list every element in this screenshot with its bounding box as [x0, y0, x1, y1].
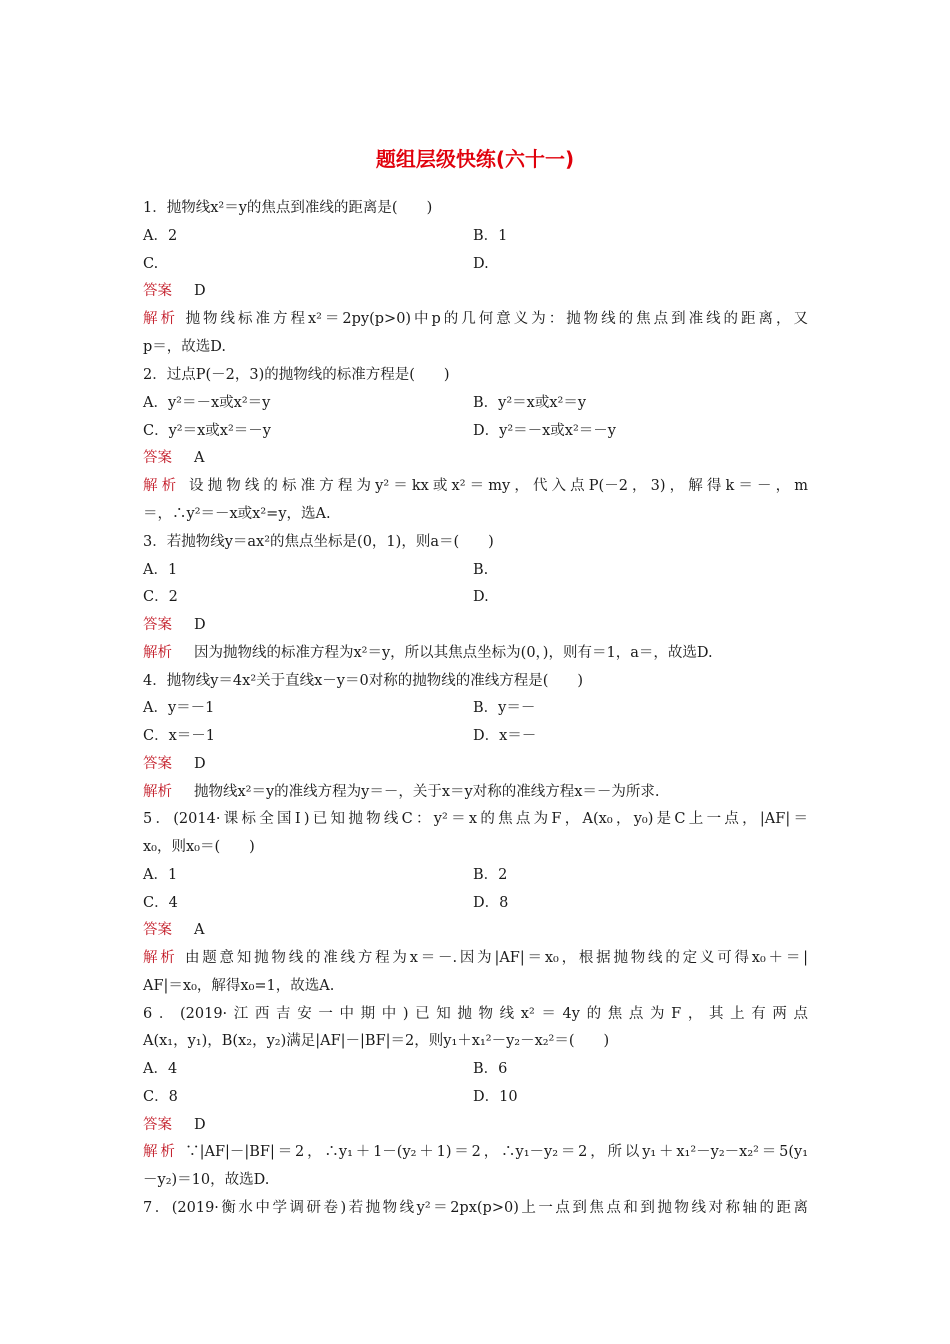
- answer-tag: 答案: [143, 450, 172, 466]
- q2-option-c: C．y²＝x或x²＝－y: [143, 423, 271, 439]
- q1-analysis-line-1: [143, 305, 808, 333]
- q2-stem: 2．过点P(－2，3)的抛物线的标准方程是( ): [143, 367, 450, 383]
- q4-stem: 4．抛物线y＝4x²关于直线x－y＝0对称的抛物线的准线方程是( ): [143, 673, 584, 689]
- answer-tag: 答案: [143, 922, 172, 938]
- q4-analysis-line-1: [143, 778, 808, 806]
- analysis-tag: 解析: [143, 1144, 178, 1160]
- q6-stem-2: A(x₁，y₁)，B(x₂，y₂)满足|AF|－|BF|＝2，则y₁＋x₁²－y₂－x₂²＝( ): [143, 1033, 610, 1049]
- analysis-tag: 解析: [143, 645, 172, 661]
- q1-option-a: A．2: [143, 228, 178, 244]
- q5-option-b: B．2: [473, 867, 508, 883]
- q6-analysis-2: －y₂)＝10，故选D.: [143, 1172, 270, 1188]
- q1-analysis-2: p＝，故选D.: [143, 339, 226, 355]
- q3-option-c: C．2: [143, 589, 178, 605]
- q6-option-a: A．4: [143, 1061, 178, 1077]
- q3-stem: 3．若抛物线y＝ax²的焦点坐标是(0，1)，则a＝( ): [143, 534, 494, 550]
- q6-option-c: C．8: [143, 1089, 178, 1105]
- q1-stem: 1．抛物线x²＝y的焦点到准线的距离是( ): [143, 200, 433, 216]
- q3-answer: D: [194, 617, 206, 633]
- q4-option-a: A．y＝－1: [143, 700, 215, 716]
- q5-answer-line: [143, 916, 808, 944]
- q1-option-b: B．1: [473, 228, 508, 244]
- q5-analysis-2: AF|＝x₀，解得x₀=1，故选A.: [143, 978, 335, 994]
- q1-answer-line: [143, 277, 808, 305]
- q4-option-c: C．x＝－1: [143, 728, 215, 744]
- q2-option-d: D．y²＝－x或x²＝－y: [473, 423, 616, 439]
- answer-tag: 答案: [143, 617, 172, 633]
- q4-answer-line: [143, 750, 808, 778]
- q6-option-b: B．6: [473, 1061, 508, 1077]
- q3-analysis-line-1: [143, 639, 808, 667]
- q5-option-a: A．1: [143, 867, 178, 883]
- q4-analysis-1: 抛物线x²＝y的准线方程为y＝－，关于x＝y对称的准线方程x＝－为所求.: [194, 784, 660, 800]
- answer-tag: 答案: [143, 283, 172, 299]
- q7-stem-1: 7．(2019·衡水中学调研卷)若抛物线y²＝2px(p>0)上一点到焦点和到抛物线对称轴的距离: [143, 1200, 808, 1216]
- analysis-tag: 解析: [143, 478, 181, 494]
- q3-analysis-1: 因为抛物线的标准方程为x²＝y，所以其焦点坐标为(0，)，则有＝1，a＝，故选D.: [194, 645, 713, 661]
- q2-analysis-1: 设抛物线的标准方程为y²＝kx或x²＝my，代入点P(－2，3)，解得k＝－，m: [188, 478, 808, 494]
- q3-option-a: A．1: [143, 562, 178, 578]
- q2-answer: A: [194, 450, 205, 466]
- q3-option-b: B.: [473, 562, 489, 578]
- q1-option-c: C.: [143, 256, 159, 272]
- q6-answer: D: [194, 1117, 206, 1133]
- q1-option-d: D.: [473, 256, 489, 272]
- answer-tag: 答案: [143, 756, 172, 772]
- q3-option-d: D.: [473, 589, 489, 605]
- q2-option-b: B．y²＝x或x²＝y: [473, 395, 587, 411]
- q6-answer-line: [143, 1111, 808, 1139]
- q4-answer: D: [194, 756, 206, 772]
- q6-stem-1: 6．(2019·江西吉安一中期中)已知抛物线x²＝4y的焦点为F，其上有两点: [143, 1006, 808, 1022]
- q6-analysis-line-1: [143, 1138, 808, 1166]
- analysis-tag: 解析: [143, 784, 172, 800]
- q5-answer: A: [194, 922, 205, 938]
- q6-option-d: D．10: [473, 1089, 518, 1105]
- q1-answer: D: [194, 283, 206, 299]
- q4-option-b: B．y＝－: [473, 700, 536, 716]
- answer-tag: 答案: [143, 1117, 172, 1133]
- q2-analysis-2: ＝，∴y²＝－x或x²=y，选A.: [143, 506, 331, 522]
- q5-stem-1: 5．(2014·课标全国Ⅰ)已知抛物线C：y²＝x的焦点为F，A(x₀，y₀)是C上一点，|AF|＝: [143, 811, 808, 827]
- q5-analysis-1: 由题意知抛物线的准线方程为x＝－.因为|AF|＝x₀，根据抛物线的定义可得x₀＋＝|: [184, 950, 809, 966]
- q5-analysis-line-1: [143, 944, 808, 972]
- q3-answer-line: [143, 611, 808, 639]
- analysis-tag: 解析: [143, 950, 178, 966]
- q2-answer-line: [143, 444, 808, 472]
- q5-option-c: C．4: [143, 895, 178, 911]
- page-title: 题组层级快练(六十一): [375, 147, 575, 171]
- q5-option-d: D．8: [473, 895, 509, 911]
- q2-option-a: A．y²＝－x或x²＝y: [143, 395, 271, 411]
- analysis-tag: 解析: [143, 311, 178, 327]
- q2-analysis-line-1: [143, 472, 808, 500]
- q5-stem-2: x₀，则x₀＝( ): [143, 839, 255, 855]
- q4-option-d: D．x＝－: [473, 728, 537, 744]
- q6-analysis-1: ∵|AF|－|BF|＝2，∴y₁＋1－(y₂＋1)＝2，∴y₁－y₂＝2，所以y₁＋x₁²－y₂－x₂²＝5(y₁: [185, 1144, 809, 1160]
- q1-analysis-1: 抛物线标准方程x²＝2py(p>0)中p的几何意义为：抛物线的焦点到准线的距离，又: [185, 311, 808, 327]
